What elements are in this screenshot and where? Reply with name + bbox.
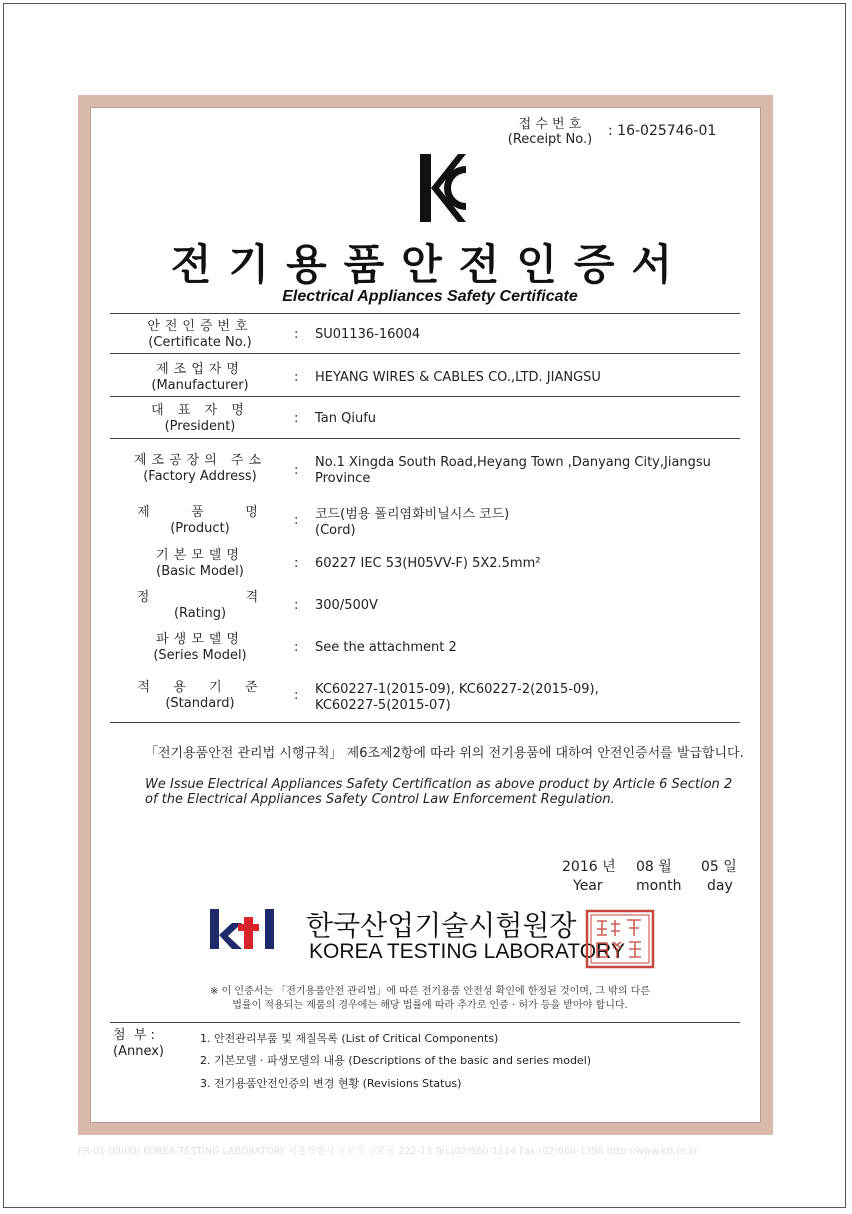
row-label-en: (Rating) xyxy=(173,606,227,621)
date-day: 05 일 xyxy=(701,859,737,875)
row-label-en: (Manufacturer) xyxy=(151,378,249,393)
table-rule-top xyxy=(110,313,740,314)
row-label-ko: 제 품 명 xyxy=(137,505,263,520)
row-colon: : xyxy=(294,463,299,478)
row-label-factory-address xyxy=(120,453,280,485)
row-value-manufacturer: HEYANG WIRES & CABLES CO.,LTD. JIANGSU xyxy=(315,370,601,385)
row-label-en: (Product) xyxy=(170,521,230,536)
date-day-label: day xyxy=(707,878,733,894)
statement-english: We Issue Electrical Appliances Safety Certification as above product by Article 6 Section 2 of the Electrical Appliances Safety Control Law Enforcement Regulation. xyxy=(145,777,733,807)
row-label-series-model xyxy=(120,632,280,664)
row-label-en: (Standard) xyxy=(165,696,235,711)
official-seal xyxy=(585,909,655,969)
legal-note-line: ※ 이 인증서는 「전기용품안전 관리법」에 따른 전기용품 안전성 확인에 한정된 것이며, 그 밖의 다른 xyxy=(210,986,650,997)
row-label-ko: 정 격 xyxy=(136,590,264,605)
date-year: 2016 년 xyxy=(562,859,616,875)
row-label-ko: 적 용 기 준 xyxy=(137,680,263,695)
annex-label-ko: 첨 부 : xyxy=(113,1028,155,1043)
row-colon: : xyxy=(294,688,299,703)
row-label-standard xyxy=(120,680,280,712)
row-label-basic-model xyxy=(120,548,280,580)
table-rule xyxy=(110,396,740,397)
row-label-product xyxy=(120,505,280,537)
receipt-number xyxy=(495,117,745,157)
legal-note-line: 법률이 적용되는 제품의 경우에는 해당 법률에 따라 추가로 인증 · 허가 등을 받아야 합니다. xyxy=(232,1000,628,1011)
annex-rule xyxy=(110,1022,740,1023)
row-label-ko: 기본모델명 xyxy=(156,548,244,563)
row-value-president: Tan Qiufu xyxy=(315,411,377,426)
row-value-certificate-no: SU01136-16004 xyxy=(315,327,421,342)
ktl-logo xyxy=(210,909,288,957)
row-colon: : xyxy=(294,556,299,571)
row-colon: : xyxy=(294,598,299,613)
annex-item: 1. 안전관리부품 및 재질목록 (List of Critical Components) xyxy=(200,1032,499,1045)
row-label-en: (Certificate No.) xyxy=(148,335,252,350)
table-rule xyxy=(110,438,740,439)
row-label-president xyxy=(120,403,280,435)
row-label-en: (Factory Address) xyxy=(143,469,257,484)
annex-label-en: (Annex) xyxy=(113,1044,164,1059)
row-colon: : xyxy=(294,411,299,426)
row-label-ko: 대 표 자 명 xyxy=(151,403,249,418)
row-label-manufacturer xyxy=(120,362,280,394)
row-label-certificate-no xyxy=(120,319,280,351)
statement-korean: 「전기용품안전 관리법 시행규칙」 제6조제2항에 따라 위의 전기용품에 대하여 안전인증서를 발급합니다. xyxy=(145,746,744,761)
annex-item: 2. 기본모델 · 파생모델의 내용 (Descriptions of the basic and series model) xyxy=(200,1054,592,1067)
annex-item: 3. 전기용품안전인증의 변경 현황 (Revisions Status) xyxy=(200,1077,462,1090)
row-value-factory-address: No.1 Xingda South Road,Heyang Town ,Danyang City,Jiangsu Province xyxy=(315,455,711,486)
footer-text: FR-01-00(00) KOREA TESTING LABORATORY 서울특별시 구로구 구로동 222-13 Tel:(02)860-1114 Fax:(02)860-1398 http://www.ktl.re.kr xyxy=(78,1146,699,1157)
date-month-label: month xyxy=(636,878,682,894)
row-label-rating xyxy=(120,590,280,622)
row-label-ko: 제조공장의 주소 xyxy=(133,453,267,468)
row-label-ko: 파생모델명 xyxy=(156,632,244,647)
row-value-basic-model: 60227 IEC 53(H05VV-F) 5X2.5mm² xyxy=(315,556,541,571)
receipt-label-en: (Receipt No.) xyxy=(507,132,593,147)
row-label-en: (Basic Model) xyxy=(156,564,244,579)
row-value-rating: 300/500V xyxy=(315,598,378,613)
row-colon: : xyxy=(294,513,299,528)
receipt-label xyxy=(495,117,605,147)
row-colon: : xyxy=(294,370,299,385)
annex-label xyxy=(113,1028,164,1060)
row-label-ko: 안전인증번호 xyxy=(147,319,253,334)
row-colon: : xyxy=(294,640,299,655)
issuer-name-korean: 한국산업기술시험원장 xyxy=(306,909,577,942)
kc-mark-logo xyxy=(418,152,468,224)
row-label-en: (President) xyxy=(164,419,236,434)
row-label-ko: 제조업자명 xyxy=(156,362,244,377)
date-month: 08 월 xyxy=(636,859,672,875)
receipt-value: : 16-025746-01 xyxy=(608,123,717,139)
row-value-series-model: See the attachment 2 xyxy=(315,640,457,655)
date-year-label: Year xyxy=(573,878,603,894)
receipt-label-ko: 접 수 번 호 xyxy=(518,117,582,132)
legal-note xyxy=(150,985,710,1013)
title-korean: 전기용품안전인증서 xyxy=(170,240,690,289)
table-rule xyxy=(110,353,740,354)
title-english: Electrical Appliances Safety Certificate xyxy=(282,288,578,305)
row-value-product: 코드(범용 폴리염화비닐시스 코드) (Cord) xyxy=(315,507,510,538)
row-colon: : xyxy=(294,327,299,342)
row-label-en: (Series Model) xyxy=(153,648,247,663)
table-rule-bottom xyxy=(110,722,740,723)
issuer-name-english: KOREA TESTING LABORATORY xyxy=(309,940,625,963)
row-value-standard: KC60227-1(2015-09), KC60227-2(2015-09), KC60227-5(2015-07) xyxy=(315,682,599,713)
